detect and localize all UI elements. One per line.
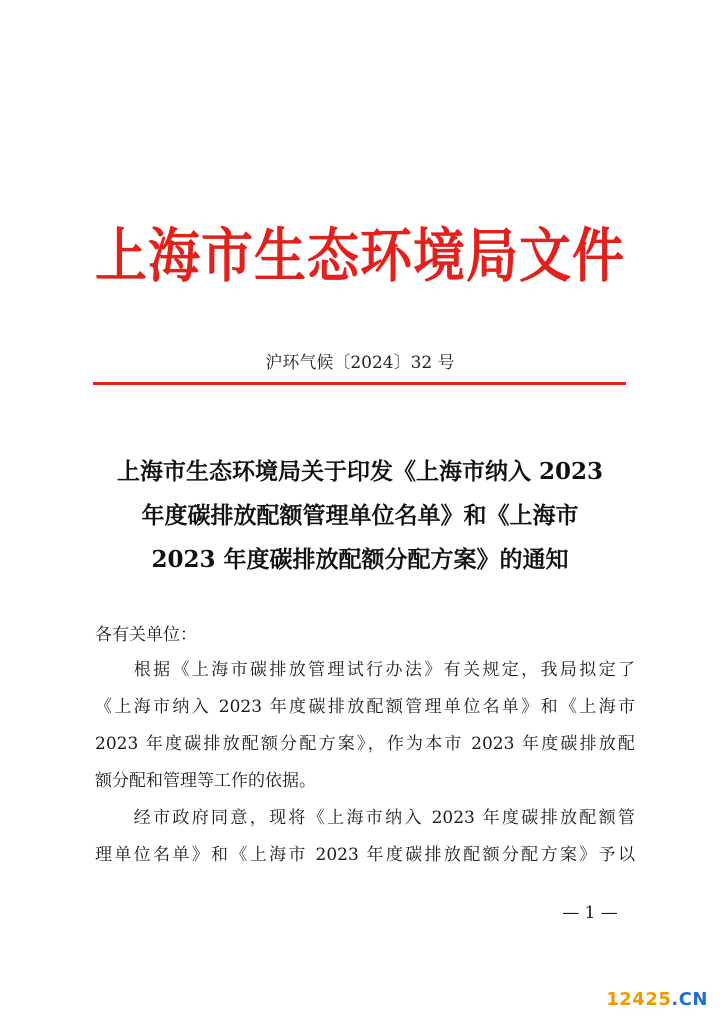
title-line: 上海市生态环境局关于印发《上海市纳入 2023 xyxy=(116,458,604,485)
body-paragraph xyxy=(95,800,635,874)
site-watermark xyxy=(606,989,708,1011)
title-line: 2023 年度碳排放配额分配方案》的通知 xyxy=(151,546,569,573)
paragraph-line: 2023 年度碳排放配额分配方案》，作为本市 2023 年度碳排放配 xyxy=(95,734,635,754)
masthead-title: 上海市生态环境局文件 xyxy=(94,223,625,291)
watermark-suffix: CN xyxy=(678,989,708,1010)
paragraph-line: 《上海市纳入 2023 年度碳排放配额管理单位名单》和《上海市 xyxy=(95,697,635,717)
paragraph-line: 额分配和管理等工作的依据。 xyxy=(95,771,316,791)
document-number: 沪环气候〔2024〕32 号 xyxy=(265,353,455,373)
watermark-number: 12425 xyxy=(606,989,672,1010)
page-number: — 1 — xyxy=(562,903,618,923)
paragraph-line: 经市政府同意，现将《上海市纳入 2023 年度碳排放配额管 xyxy=(95,808,635,828)
notice-title xyxy=(60,450,660,582)
watermark-dot: . xyxy=(671,989,679,1010)
title-line: 年度碳排放配额管理单位名单》和《上海市 xyxy=(141,502,579,529)
red-divider-line xyxy=(93,382,626,385)
paragraph-line: 根据《上海市碳排放管理试行办法》有关规定，我局拟定了 xyxy=(95,660,635,680)
salutation: 各有关单位： xyxy=(95,625,197,645)
paragraph-line: 理单位名单》和《上海市 2023 年度碳排放配额分配方案》予以 xyxy=(95,845,635,865)
body-paragraph xyxy=(95,652,635,800)
